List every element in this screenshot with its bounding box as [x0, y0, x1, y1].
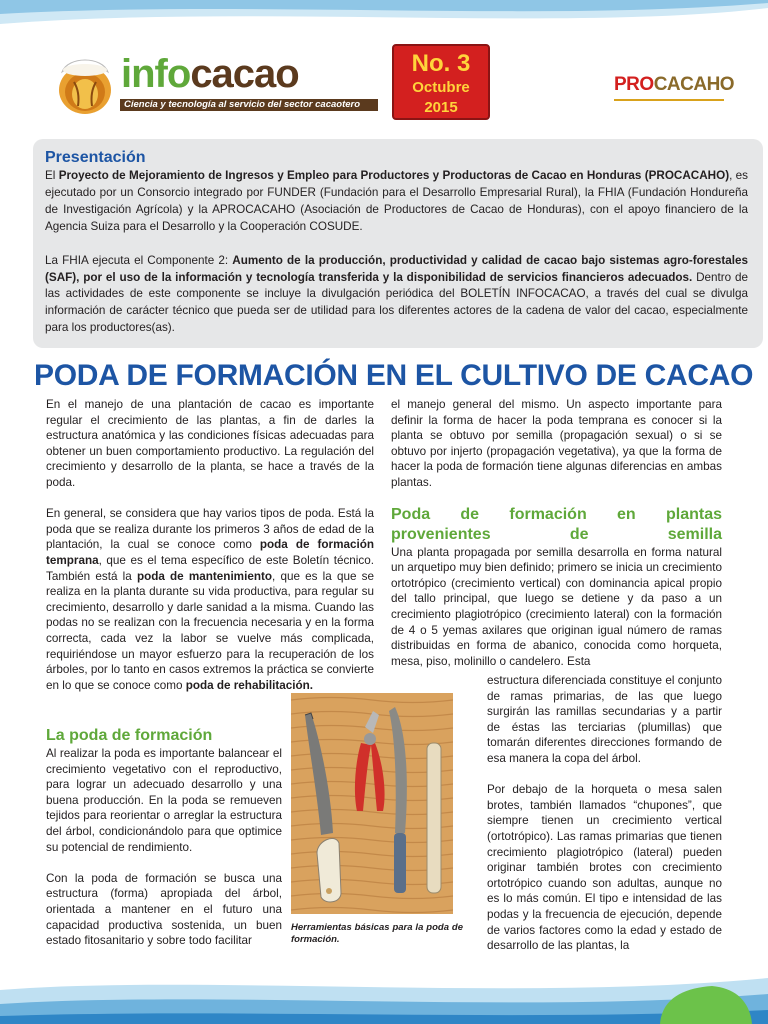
- cacao-cup-logo-icon: [52, 52, 118, 116]
- presentation-paragraph-2: La FHIA ejecuta el Componente 2: Aumento de la producción, productividad y calidad de cacao bajo sistemas agro-forestales (SAF), por el uso de la información y tecnología transferida y la disponibilidad de servicios financieros adecuados. Dentro de las actividades de este componente se incluye la divulgación periódica del BOLETÍN INFOCACAO, a través del cual se divulga información de carácter técnico que pueda ser de utilidad para los diferentes actores de la cadena de valor del cacao, especialmente para los productores(as).: [45, 253, 748, 335]
- issue-number: No. 3: [411, 50, 471, 77]
- right-paragraph-2a: Una planta propagada por semilla desarrolla en forma natural un arquetipo muy bien definido; primero se inicia un crecimiento ortotrópico (crecimiento vertical) con dominancia apical propio del tallo principal, que luego se detiene y da paso a un crecimiento plagiotrópico (crecimiento lateral) con la formación de 4 o 5 yemas axilares que originan igual número de ramas distribuidas en forma de abanico, conocida como horqueta, mesa, piso, molinillo o candelero. Esta: [391, 545, 722, 668]
- masthead: [0, 0, 768, 128]
- presentation-title: Presentación: [45, 149, 146, 166]
- procacaho-logo: [614, 74, 734, 96]
- left-column-top: [46, 397, 374, 693]
- bold-run: Aumento de la producción, productividad y calidad de cacao bajo sistemas agro-forestales (SAF), por el uso de la información y tecnología transferida y la disponibilidad de servicios financieros adecuados.: [45, 253, 748, 284]
- partner-logo-pro: PRO: [614, 74, 654, 95]
- logo-word-cacao: cacao: [190, 52, 299, 96]
- right-column-top: [391, 397, 722, 669]
- presentation-panel: [33, 139, 763, 348]
- top-swoosh-decoration: [0, 0, 768, 40]
- logo-tagline: Ciencia y tecnología al servicio del sector cacaotero: [124, 99, 361, 110]
- bold-run: poda de mantenimiento: [136, 569, 272, 583]
- right-column-bottom: [487, 673, 722, 954]
- partner-logo-cacaho: CACAHO: [653, 74, 735, 95]
- subhead-poda-de-formacion: La poda de formación: [46, 727, 213, 744]
- footer-wave-decoration: [0, 968, 768, 1024]
- article-headline: PODA DE FORMACIÓN EN EL CULTIVO DE CACAO: [34, 359, 754, 392]
- issue-year: 2015: [424, 99, 458, 116]
- sharpening-file-icon: [427, 743, 441, 893]
- left-paragraph-3: Al realizar la poda es importante balancear el crecimiento vegetativo con el reproductivo, para lograr un adecuado desarrollo y una buena producción. En la poda se remueven tejidos para reorientar o arreglar la estructura del árbol, condicionándolo para que optimice su potencial de rendimiento.: [46, 747, 282, 854]
- issue-month: Octubre: [412, 79, 470, 96]
- right-paragraph-3: Por debajo de la horqueta o mesa salen brotes, también llamados “chupones”, que siempre tienen un crecimiento vertical (ortotrópico). Las ramas primarias que tienen crecimiento plagiotrópico (lateral) pueden originar también brotes con crecimiento ortotrópico cuando son adultas, aunque no es lo más común. El tipo e intensidad de las podas y la frecuencia de ejecución, depende de varios factores como la edad y estado de desarrollo de las plantas, la: [487, 783, 722, 953]
- bold-run: Proyecto de Mejoramiento de Ingresos y Empleo para Productores y Productoras de Cacao en Honduras (PROCACAHO): [58, 169, 730, 182]
- left-paragraph-2: En general, se considera que hay varios tipos de poda. Está la poda que se realiza durante los primeros 3 años de edad de la plantación, la cual se conoce como poda de formación temprana, que es el tema específico de este Boletín técnico. También está la poda de mantenimiento, que es la que se realiza en la planta durante su vida productiva, para regular su crecimiento, desarrollo y darle sanidad a la misma. Cuando las podas no se realizan con la frecuencia necesaria y en la forma correcta, cada vez la labor se vuelve más complicada, requiriéndose un mayor esfuerzo para la recuperación de los árboles, por lo tanto en casos extremos la práctica se convierte en lo que se conoce como poda de rehabilitación.: [46, 507, 374, 692]
- logo-word-info: info: [121, 52, 191, 96]
- bold-run: poda de formación temprana: [46, 538, 374, 567]
- issue-badge: [392, 44, 490, 120]
- infocacao-logo: [121, 50, 299, 98]
- subhead-plantas-semilla: Poda de formación en plantas provenientes de semilla: [391, 505, 722, 543]
- photo-caption: Herramientas básicas para la poda de formación.: [291, 922, 463, 945]
- pruning-tools-image: [291, 693, 453, 914]
- left-paragraph-4: Con la poda de formación se busca una estructura (forma) apropiada del árbol, orientada a mantener en el futuro una capacidad productiva sostenida, un buen estado fitosanitario y sobre todo facilitar: [46, 871, 282, 948]
- presentation-paragraph-1: El Proyecto de Mejoramiento de Ingresos y Empleo para Productores y Productoras de Cacao en Honduras (PROCACAHO), es ejecutado por un Consorcio integrado por FUNDER (Fundación para el Desarrollo Empresarial Rural), la FHIA (Fundación Hondureña de Investigación Agrícola) y la APROCACAHO (Asociación de Productores de Cacao de Honduras), con el apoyo financiero de la Agencia Suiza para el Desarrollo y la Cooperación COSUDE.: [45, 169, 749, 233]
- tools-photo: [291, 693, 453, 914]
- left-paragraph-1: En el manejo de una plantación de cacao es importante regular el crecimiento de las plantas, a fin de darles la estructura anatómica y las condiciones físicas adecuadas para obtener un buen comportamiento productivo. La regulación del crecimiento y desarrollo de la planta, se hace a través de la poda.: [46, 398, 374, 489]
- left-column-bottom: [46, 726, 282, 949]
- bold-run: poda de rehabilitación.: [185, 678, 313, 692]
- right-paragraph-2b: estructura diferenciada constituye el conjunto de ramas primarias, de las que luego surgirán las ramillas secundarias y a partir de éstas las terciarias (plumillas) que tomarán diferentes direcciones formando de esa manera la copa del árbol.: [487, 674, 722, 765]
- right-paragraph-1: el manejo general del mismo. Un aspecto importante para definir la forma de hacer la poda temprana es conocer si la planta se obtuvo por semilla (propagación sexual) o si se obtuvo por injerto (propagación vegetativa), ya que la forma de hacer la poda de formación tiene algunas diferencias en ambas plantas.: [391, 398, 722, 489]
- partner-underline: [614, 99, 724, 101]
